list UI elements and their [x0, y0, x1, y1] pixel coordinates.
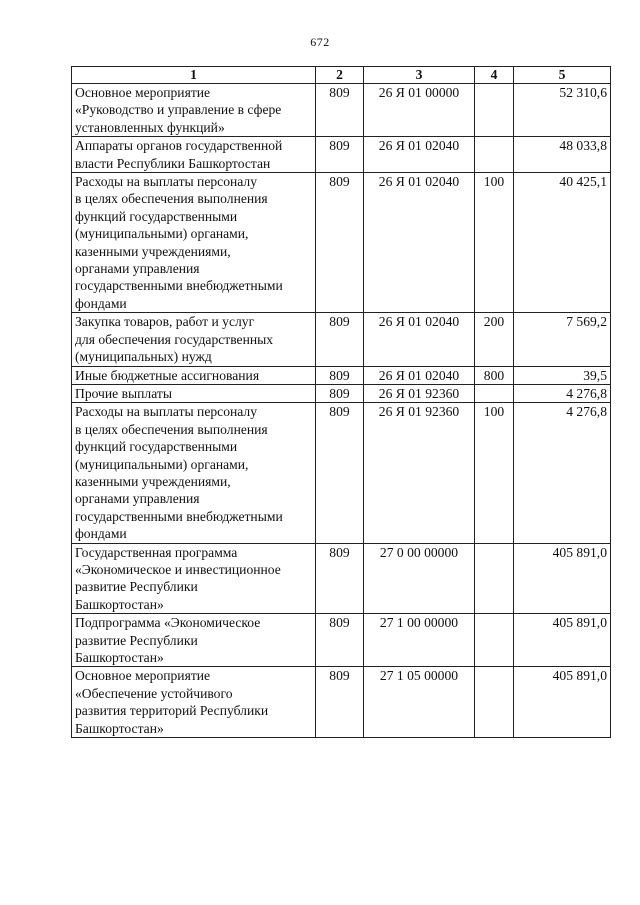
department-code-cell: 809 — [316, 173, 364, 313]
expense-name-cell — [72, 403, 316, 543]
table-row — [72, 543, 611, 614]
column-header-5: 5 — [514, 67, 611, 84]
amount-cell: 405 891,0 — [514, 543, 611, 614]
expense-name-line: казенными учреждениями, — [75, 243, 231, 259]
expense-type-code-cell — [475, 667, 514, 738]
table-header-row — [72, 67, 611, 84]
expense-name-line: Основное мероприятие — [75, 668, 211, 684]
department-code-cell: 809 — [316, 543, 364, 614]
expense-name-line: функций государственными — [75, 439, 238, 455]
expense-type-code-cell: 100 — [475, 403, 514, 543]
expense-type-code-cell: 800 — [475, 366, 514, 384]
amount-cell: 48 033,8 — [514, 137, 611, 173]
expense-name-line: Закупка товаров, работ и услуг — [75, 314, 255, 330]
expense-name-line: (муниципальных) нужд — [75, 349, 212, 365]
column-header-1: 1 — [72, 67, 316, 84]
expense-name-line: казенными учреждениями, — [75, 473, 231, 489]
target-article-code-cell: 26 Я 01 02040 — [364, 137, 475, 173]
expense-name-cell — [72, 384, 316, 402]
table-body — [72, 84, 611, 738]
target-article-code-cell: 26 Я 01 02040 — [364, 173, 475, 313]
expense-name-line: Иные бюджетные ассигнования — [75, 367, 260, 383]
expense-name-line: Расходы на выплаты персоналу — [75, 174, 257, 190]
expense-name-line: «Обеспечение устойчивого — [75, 685, 233, 701]
department-code-cell: 809 — [316, 384, 364, 402]
expense-name-cell — [72, 543, 316, 614]
expense-name-line: Башкортостан» — [75, 720, 164, 736]
expense-name-cell — [72, 137, 316, 173]
expense-name-line: Государственная программа — [75, 544, 238, 560]
department-code-cell: 809 — [316, 84, 364, 137]
expense-name-cell — [72, 313, 316, 366]
table-row — [72, 667, 611, 738]
expense-name-line: Башкортостан» — [75, 596, 164, 612]
expense-name-line: Прочие выплаты — [75, 385, 172, 401]
expense-name-cell — [72, 173, 316, 313]
expense-type-code-cell: 200 — [475, 313, 514, 366]
table-row — [72, 366, 611, 384]
expense-name-line: развитие Республики — [75, 632, 198, 648]
table-row — [72, 384, 611, 402]
target-article-code-cell: 26 Я 01 92360 — [364, 403, 475, 543]
expense-name-line: органами управления — [75, 491, 200, 507]
department-code-cell: 809 — [316, 313, 364, 366]
expense-name-cell — [72, 667, 316, 738]
department-code-cell: 809 — [316, 614, 364, 667]
target-article-code-cell: 26 Я 01 92360 — [364, 384, 475, 402]
expense-name-line: Аппараты органов государственной — [75, 138, 283, 154]
amount-cell: 405 891,0 — [514, 614, 611, 667]
expense-name-cell — [72, 614, 316, 667]
column-header-4: 4 — [475, 67, 514, 84]
expense-name-line: развитие Республики — [75, 579, 198, 595]
expense-name-line: фондами — [75, 295, 127, 311]
expense-name-line: функций государственными — [75, 208, 238, 224]
amount-cell: 39,5 — [514, 366, 611, 384]
expense-type-code-cell — [475, 614, 514, 667]
expense-type-code-cell — [475, 84, 514, 137]
department-code-cell: 809 — [316, 667, 364, 738]
expense-name-line: установленных функций» — [75, 119, 225, 135]
expense-type-code-cell — [475, 384, 514, 402]
amount-cell: 7 569,2 — [514, 313, 611, 366]
expense-name-line: Расходы на выплаты персоналу — [75, 404, 257, 420]
expense-name-line: (муниципальными) органами, — [75, 456, 249, 472]
page-number: 672 — [310, 35, 330, 49]
department-code-cell: 809 — [316, 137, 364, 173]
expense-name-line: «Руководство и управление в сфере — [75, 102, 282, 118]
expense-type-code-cell: 100 — [475, 173, 514, 313]
amount-cell: 52 310,6 — [514, 84, 611, 137]
expense-name-line: государственными внебюджетными — [75, 508, 283, 524]
expense-name-cell — [72, 366, 316, 384]
expense-type-code-cell — [475, 137, 514, 173]
expense-name-line: в целях обеспечения выполнения — [75, 421, 268, 437]
table-row — [72, 137, 611, 173]
table-row — [72, 313, 611, 366]
expense-name-line: фондами — [75, 526, 127, 542]
target-article-code-cell: 26 Я 01 02040 — [364, 313, 475, 366]
column-header-2: 2 — [316, 67, 364, 84]
table-row — [72, 403, 611, 543]
expense-name-line: Башкортостан» — [75, 650, 164, 665]
expense-name-line: власти Республики Башкортостан — [75, 155, 271, 171]
expense-name-line: (муниципальными) органами, — [75, 226, 249, 242]
target-article-code-cell: 27 1 05 00000 — [364, 667, 475, 738]
target-article-code-cell: 27 0 00 00000 — [364, 543, 475, 614]
table-row — [72, 614, 611, 667]
amount-cell: 4 276,8 — [514, 384, 611, 402]
expense-name-line: Подпрограмма «Экономическое — [75, 615, 261, 631]
expense-name-line: развития территорий Республики — [75, 703, 269, 719]
target-article-code-cell: 27 1 00 00000 — [364, 614, 475, 667]
target-article-code-cell: 26 Я 01 00000 — [364, 84, 475, 137]
expense-name-line: государственными внебюджетными — [75, 278, 283, 294]
target-article-code-cell: 26 Я 01 02040 — [364, 366, 475, 384]
amount-cell: 40 425,1 — [514, 173, 611, 313]
expense-name-line: Основное мероприятие — [75, 85, 211, 100]
column-header-3: 3 — [364, 67, 475, 84]
budget-table — [71, 66, 611, 738]
expense-name-cell — [72, 84, 316, 137]
expense-name-line: органами управления — [75, 261, 200, 277]
department-code-cell: 809 — [316, 403, 364, 543]
expense-type-code-cell — [475, 543, 514, 614]
expense-name-line: «Экономическое и инвестиционное — [75, 561, 281, 577]
expense-name-line: в целях обеспечения выполнения — [75, 191, 268, 207]
expense-name-line: для обеспечения государственных — [75, 331, 274, 347]
amount-cell: 4 276,8 — [514, 403, 611, 543]
table-row — [72, 173, 611, 313]
department-code-cell: 809 — [316, 366, 364, 384]
table-row — [72, 84, 611, 137]
amount-cell: 405 891,0 — [514, 667, 611, 738]
